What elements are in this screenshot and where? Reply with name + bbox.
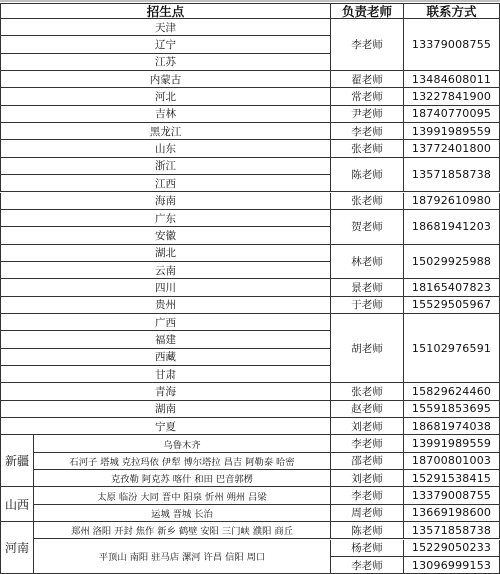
teacher-cell: 张老师 — [331, 140, 404, 157]
city-list-cell: 平顶山 南阳 驻马店 漯河 许昌 信阳 周口 — [34, 540, 331, 574]
region-cell: 西藏 — [0, 349, 331, 366]
header-teacher: 负责老师 — [331, 3, 404, 19]
teacher-cell: 李老师 — [331, 487, 404, 504]
teacher-cell: 常老师 — [331, 88, 404, 105]
teacher-cell: 景老师 — [331, 279, 404, 296]
phone-cell: 13991989559 — [404, 435, 500, 452]
region-cell: 宁夏 — [0, 418, 331, 435]
region-cell: 吉林 — [0, 106, 331, 123]
phone-cell: 15029925988 — [404, 245, 500, 280]
teacher-cell: 刘老师 — [331, 418, 404, 435]
region-cell: 广西 — [0, 314, 331, 331]
teacher-cell: 贺老师 — [331, 210, 404, 245]
province-cell: 山西 — [0, 487, 34, 522]
region-cell: 湖南 — [0, 401, 331, 418]
region-cell: 天津 — [0, 19, 331, 36]
phone-cell: 13379008755 — [404, 19, 500, 71]
city-list-cell: 克孜勒 阿克苏 喀什 和田 巴音郭楞 — [34, 470, 331, 487]
phone-cell: 15229050233 — [404, 540, 500, 557]
teacher-cell: 周老师 — [331, 505, 404, 522]
phone-cell: 13571858738 — [404, 522, 500, 539]
province-cell: 河南 — [0, 522, 34, 574]
phone-cell: 13991989559 — [404, 123, 500, 140]
region-cell: 海南 — [0, 193, 331, 210]
teacher-cell: 李老师 — [331, 435, 404, 452]
phone-cell: 18681941203 — [404, 210, 500, 245]
region-cell: 甘肃 — [0, 366, 331, 383]
teacher-cell: 刘老师 — [331, 470, 404, 487]
phone-cell: 13669198600 — [404, 505, 500, 522]
teacher-cell: 张老师 — [331, 383, 404, 400]
phone-cell: 13379008755 — [404, 487, 500, 504]
teacher-cell: 陈老师 — [331, 158, 404, 193]
region-cell: 四川 — [0, 279, 331, 296]
header-contact: 联系方式 — [404, 3, 500, 19]
region-cell: 安徽 — [0, 227, 331, 244]
region-cell: 河北 — [0, 88, 331, 105]
teacher-cell: 林老师 — [331, 245, 404, 280]
phone-cell: 13484608011 — [404, 71, 500, 88]
city-list-cell: 运城 晋城 长治 — [34, 505, 331, 522]
phone-cell: 18740770095 — [404, 106, 500, 123]
teacher-cell: 杨老师 — [331, 540, 404, 557]
city-list-cell: 太原 临汾 大同 晋中 阳泉 忻州 朔州 吕梁 — [34, 487, 331, 504]
city-list-cell: 乌鲁木齐 — [34, 435, 331, 452]
city-list-cell: 郑州 洛阳 开封 焦作 新乡 鹤壁 安阳 三门峡 濮阳 商丘 — [34, 522, 331, 539]
teacher-cell: 赵老师 — [331, 401, 404, 418]
phone-cell: 13571858738 — [404, 158, 500, 193]
teacher-cell: 陈老师 — [331, 522, 404, 539]
phone-cell: 15829624460 — [404, 383, 500, 400]
teacher-cell: 李老师 — [331, 557, 404, 574]
region-cell: 江西 — [0, 175, 331, 192]
phone-cell: 18165407823 — [404, 279, 500, 296]
region-cell: 广东 — [0, 210, 331, 227]
header-location: 招生点 — [0, 3, 331, 19]
phone-cell: 18792610980 — [404, 193, 500, 210]
teacher-cell: 翟老师 — [331, 71, 404, 88]
phone-cell: 15591853695 — [404, 401, 500, 418]
teacher-cell: 胡老师 — [331, 314, 404, 383]
region-cell: 浙江 — [0, 158, 331, 175]
region-cell: 湖北 — [0, 245, 331, 262]
phone-cell: 15291538415 — [404, 470, 500, 487]
region-cell: 山东 — [0, 140, 331, 157]
region-cell: 辽宁 — [0, 36, 331, 53]
teacher-cell: 邵老师 — [331, 453, 404, 470]
teacher-cell: 尹老师 — [331, 106, 404, 123]
phone-cell: 13772401800 — [404, 140, 500, 157]
region-cell: 黑龙江 — [0, 123, 331, 140]
region-cell: 江苏 — [0, 54, 331, 71]
teacher-cell: 张老师 — [331, 193, 404, 210]
phone-cell: 13227841900 — [404, 88, 500, 105]
phone-cell: 15102976591 — [404, 314, 500, 383]
phone-cell: 18681974038 — [404, 418, 500, 435]
phone-cell: 15529505967 — [404, 297, 500, 314]
region-cell: 内蒙古 — [0, 71, 331, 88]
teacher-cell: 李老师 — [331, 19, 404, 71]
region-cell: 青海 — [0, 383, 331, 400]
region-cell: 云南 — [0, 262, 331, 279]
city-list-cell: 石河子 塔城 克拉玛依 伊犁 博尔塔拉 昌吉 阿勒泰 哈密 — [34, 453, 331, 470]
region-cell: 贵州 — [0, 297, 331, 314]
phone-cell: 18700801003 — [404, 453, 500, 470]
phone-cell: 13096999153 — [404, 557, 500, 574]
teacher-cell: 于老师 — [331, 297, 404, 314]
teacher-cell: 李老师 — [331, 123, 404, 140]
province-cell: 新疆 — [0, 435, 34, 487]
region-cell: 福建 — [0, 331, 331, 348]
